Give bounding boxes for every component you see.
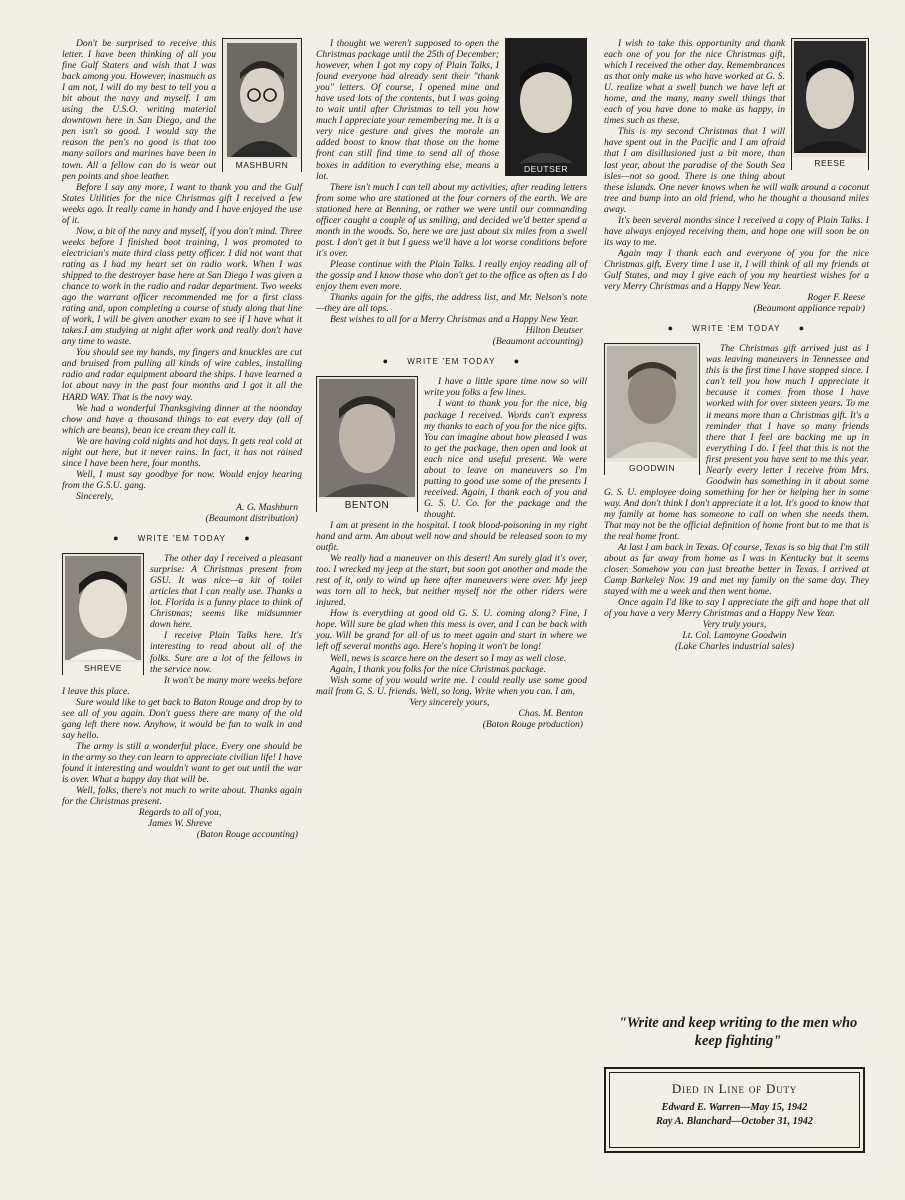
portrait-image: [317, 377, 417, 511]
column-3: [604, 38, 869, 653]
paragraph: This is my second Christmas that I will have spent out in the Pacific and I am afraid that I am disillusioned just a bit more, than last year, about the paradise of the South Sea isles—not so good. There is one thing about these islands. One never knows when he will walk around a coconut tree and bump into an old friend, who he thought a thousand miles away.: [604, 126, 869, 215]
paragraph: Well, I must say goodbye for now. Would enjoy hearing from the G.S.U. gang.: [62, 468, 302, 491]
bullet-icon: ●: [513, 356, 521, 367]
paragraph: Before I say any more, I want to thank you and the Gulf States Utilities for the nice Christmas gift I received a few weeks ago. It really came in handy and I have enjoyed the use of it.: [62, 181, 302, 226]
bullet-icon: ●: [382, 356, 390, 367]
paragraph: I am at present in the hospital. I took blood-poisoning in my right hand and arm. Am about well now and should be released soon to my outfit.: [316, 519, 587, 554]
died-box-title: Died in Line of Duty: [671, 1081, 798, 1096]
signature-department: (Baton Rouge production): [482, 718, 583, 730]
paragraph: There isn't much I can tell about my activities, after reading letters from some who are stationed at the four corners of the earth. We are stationed here at Benning, or rather we were until our commanding officer caught a couple of us smiling, and decided we'd better spend a month in the woods. So, here we are just about six miles from a swell post. I don't get it but I guess we'll have a lot worse conditions before it's over.: [316, 181, 587, 259]
deutser-photo: [505, 38, 587, 176]
signature-block: [316, 697, 587, 730]
photo-caption: REESE: [792, 157, 868, 170]
benton-photo: [316, 376, 418, 512]
signature-department: (Beaumont appliance repair): [753, 303, 865, 315]
portrait-image: [605, 344, 699, 474]
paragraph: We really had a maneuver on this desert! Am surely glad it's over, too. I wrecked my jeep at the start, but soon got another and made the rest of it, only to wind up here after maneuvers were over. My jeep was torn all to heck, but neither myself nor the other riders were injured.: [316, 553, 587, 609]
paragraph: Now, a bit of the navy and myself, if you don't mind. Three weeks before I finished boot training, I was promoted to electrician's mate third class petty officer. I did not want that rating as I had my heart set on radio work. When I was shipped to the destroyer base here at San Diego I was given a chance to work in the radio and radar department. Two weeks ago the warrant officer recommended me for a first class rating and, upon completing a course of study along that line of work, I will be given another exam to see if I have what it takes.I am studying at night after work and really don't have any time to waste.: [62, 225, 302, 348]
portrait-image: [63, 554, 143, 674]
signature-name: A. G. Mashburn: [236, 501, 298, 513]
portrait-image: [506, 39, 586, 175]
paragraph: It's been several months since I received a copy of Plain Talks. I have always enjoyed receiving them, and hope one will soon be on its way to me.: [604, 214, 869, 248]
paragraph: At last I am back in Texas. Of course, Texas is so big that I'm still about as far away from home as I was in Kentucky but it seems closer. Somehow you can just breathe better in Texas. I arrived at Camp Barkeley Nov. 19 and met my family on the same day. They stayed with me a week and then went home.: [604, 542, 869, 598]
died-box-line: Edward E. Warren—May 15, 1942: [661, 1102, 808, 1113]
signature-department: (Lake Charles industrial sales): [674, 641, 795, 653]
paragraph: Don't be surprised to receive this letter. I have been thinking of all you fine Gulf Staters and wish that I was back among you. However, inasmuch as I am not, I will do my best to tell you a bit about the navy and myself. I am using the U.S.O. writing material downtown here in San Diego, and the pen isn't so good. I would say the reason the pen's no good is that too many sailors and marines have been in town. All a fellow can do is wear out pen points and shoe leather.: [62, 38, 216, 182]
paragraph: You should see my hands, my fingers and knuckles are cut and bruised from pulling all kinds of wire cables, installing radio and radar equipment aboard the ships. I have learned a lot about navy in the past four months and I got it all the HARD WAY. That is the navy way.: [62, 347, 302, 403]
bullet-icon: ●: [798, 323, 806, 334]
died-in-line-of-duty-box: [604, 1067, 865, 1153]
paragraph: Thanks again for the gifts, the address list, and Mr. Nelson's note—they are all tops.: [316, 292, 587, 315]
paragraph: We are having cold nights and hot days. It gets real cold at night out here, but it never rains. In fact, it has not rained since I have been here, four months.: [62, 435, 302, 469]
closing-line: Very truly yours,: [702, 619, 767, 631]
paragraph: The army is still a wonderful place. Every one should be in the army so they can learn to appreciate civilian life! I have found it interesting and wouldn't want to get out until the war is over. What a happy day that will be.: [62, 740, 302, 786]
photo-caption: BENTON: [317, 499, 417, 512]
shreve-photo: [62, 553, 144, 675]
closing-line: Very sincerely yours,: [409, 696, 490, 708]
write-em-today-divider: ● WRITE 'EM TODAY ●: [113, 533, 251, 544]
write-em-today-divider: ● WRITE 'EM TODAY ●: [667, 323, 806, 334]
signature-name: Lt. Col. Lamoyne Goodwin: [682, 630, 787, 642]
paragraph: Well, folks, there's not much to write about. Thanks again for the Christmas present.: [62, 785, 302, 808]
died-box-inner: [609, 1072, 860, 1148]
signature-block: [604, 292, 869, 314]
paragraph: How is everything at good old G. S. U. coming along? Fine, I hope. Will sure be glad when this mess is over, and I can be back with you. Will be grand for all of us to meet again and start in where we left off several months ago. Here's hoping it won't be long!: [316, 608, 587, 653]
paragraph: Sure would like to get back to Baton Rouge and drop by to see all of you again. Don't guess there are many of the old gang left there now. Anyhow, it would be fun to walk in and say hello.: [62, 696, 302, 741]
paragraph: It won't be many more weeks before I leave this place.: [62, 674, 302, 697]
signature-name: Hilton Deutser: [525, 325, 583, 337]
signature-block: [604, 619, 869, 652]
column-1: [62, 38, 302, 840]
signature-department: (Beaumont accounting): [492, 336, 583, 348]
signature-block: [316, 325, 587, 347]
bullet-icon: ●: [113, 533, 120, 544]
photo-caption: GOODWIN: [605, 462, 699, 475]
goodwin-photo: [604, 343, 700, 475]
paragraph: Again, I thank you folks for the nice Christmas package.: [330, 663, 547, 675]
paragraph: I thought we weren't supposed to open the Christmas package until the 25th of December; however, when I got my copy of Plain Talks, I found everyone had already sent their "thank you" letters. Of course, I opened mine and have used lots of the contents, but I was going to wait until after Christmas to tell you how much I appreciate your remembering me. It is a very nice gesture and gives the morale an added boost to know that those on the home front can still find time to send all of those boxes in addition to everything else, means a lot.: [316, 38, 499, 182]
column-2: [316, 38, 587, 730]
paragraph: Again may I thank each and everyone of you for the nice Christmas gift. Every time I use it, I will think of all my friends at Gulf States, and may I give each of you my heartiest wishes for a very Merry Christmas and a Happy New Year.: [604, 247, 869, 293]
signature-department: (Beaumont distribution): [205, 513, 298, 525]
slogan: "Write and keep writing to the men who keep fighting": [618, 1015, 858, 1049]
paragraph: Sincerely,: [76, 490, 114, 502]
paragraph: Well, news is scarce here on the desert so I may as well close.: [330, 652, 567, 664]
died-box-line: Ray A. Blanchard—October 31, 1942: [656, 1115, 813, 1127]
photo-caption: MASHBURN: [223, 159, 301, 172]
bullet-icon: ●: [244, 533, 251, 544]
signature-name: Chas. M. Benton: [518, 707, 583, 719]
signature-name: Roger F. Reese: [807, 292, 865, 304]
paragraph: Once again I'd like to say I appreciate the gift and hope that all of you have a very Merry Christmas and a Happy New Year.: [604, 597, 869, 620]
paragraph: I want to thank you for the nice, big package I received. Words can't express my thanks to each of you for the nice gifts. You can imagine about how pleased I was to get the package, then open and look at each nice and useful present. We were about to leave on maneuvers so I'm putting to good use some of the presents I received. Again, I thank each of you and G. S. U. Co. for the package and the thought.: [424, 398, 587, 520]
portrait-image: [792, 39, 868, 169]
reese-photo: [791, 38, 869, 170]
mashburn-photo: [222, 38, 302, 172]
paragraph: Wish some of you would write me. I could really use some good mail from G. S. U. friends. Well, so long. Write when you can. I am,: [316, 674, 587, 697]
photo-caption: SHREVE: [63, 662, 143, 675]
write-em-today-divider: ● WRITE 'EM TODAY ●: [382, 356, 521, 367]
paragraph: Best wishes to all for a Merry Christmas and a Happy New Year.: [330, 314, 579, 326]
signature-block: [62, 502, 302, 524]
portrait-image: [223, 39, 301, 171]
paragraph: The other day I received a pleasant surprise: A Christmas present from GSU. It was nice—a kit of toilet articles that I can really use. Thanks a lot. Florida is a funny place to think of Christmas; seems like midsummer down here.: [150, 553, 302, 631]
paragraph: I receive Plain Talks here. It's interesting to read about all of the folks. Sure are a lot of the fellows in the service now.: [150, 630, 302, 675]
paragraph: I have a little spare time now so will write you folks a few lines.: [424, 376, 587, 399]
closing-line: Regards to all of you,: [138, 807, 222, 819]
paragraph: Please continue with the Plain Talks. I really enjoy reading all of the gossip and I know those who don't get to the office as often as I do enjoy them even more.: [316, 258, 587, 293]
signature-name: James W. Shreve: [147, 818, 213, 830]
signature-department: (Baton Rouge accounting): [196, 829, 298, 841]
paragraph: We had a wonderful Thanksgiving dinner at the noonday chow and have a thousand things to eat every day (all of which are beans), bean ice cream they call it.: [62, 402, 302, 436]
paragraph: I wish to take this opportunity and thank each one of you for the nice Christmas gift, which I received the other day. Remembrances as that only make us who have worked at G. S. U. realize what a swell bunch we have left at home, and the many, many swell things that each of you have done to make us happy, in times such as these.: [604, 38, 785, 127]
bullet-icon: ●: [667, 323, 675, 334]
signature-block: [62, 807, 302, 840]
photo-caption: DEUTSER: [506, 163, 586, 176]
paragraph: The Christmas gift arrived just as I was leaving maneuvers in Tennessee and this is the first time I have stopped since. I can't tell you how much I appreciate it because it comes from those I have worked with for over sixteen years. To me it means more than a Christmas gift. It's a reminder that I have so many friends there that I feel are backing me up in everything I do. I feel that this is not the first present you have sent to me this year. Nearly every letter I receive from Mrs. Goodwin has something in it about some G. S. U. employee doing something for her or helping her in some way. And don't think I don't appreciate it a lot. It's good to know that my family at home has someone to call on when she needs them. That may not be the official definition of home front but to me that is the real home front.: [604, 343, 869, 543]
